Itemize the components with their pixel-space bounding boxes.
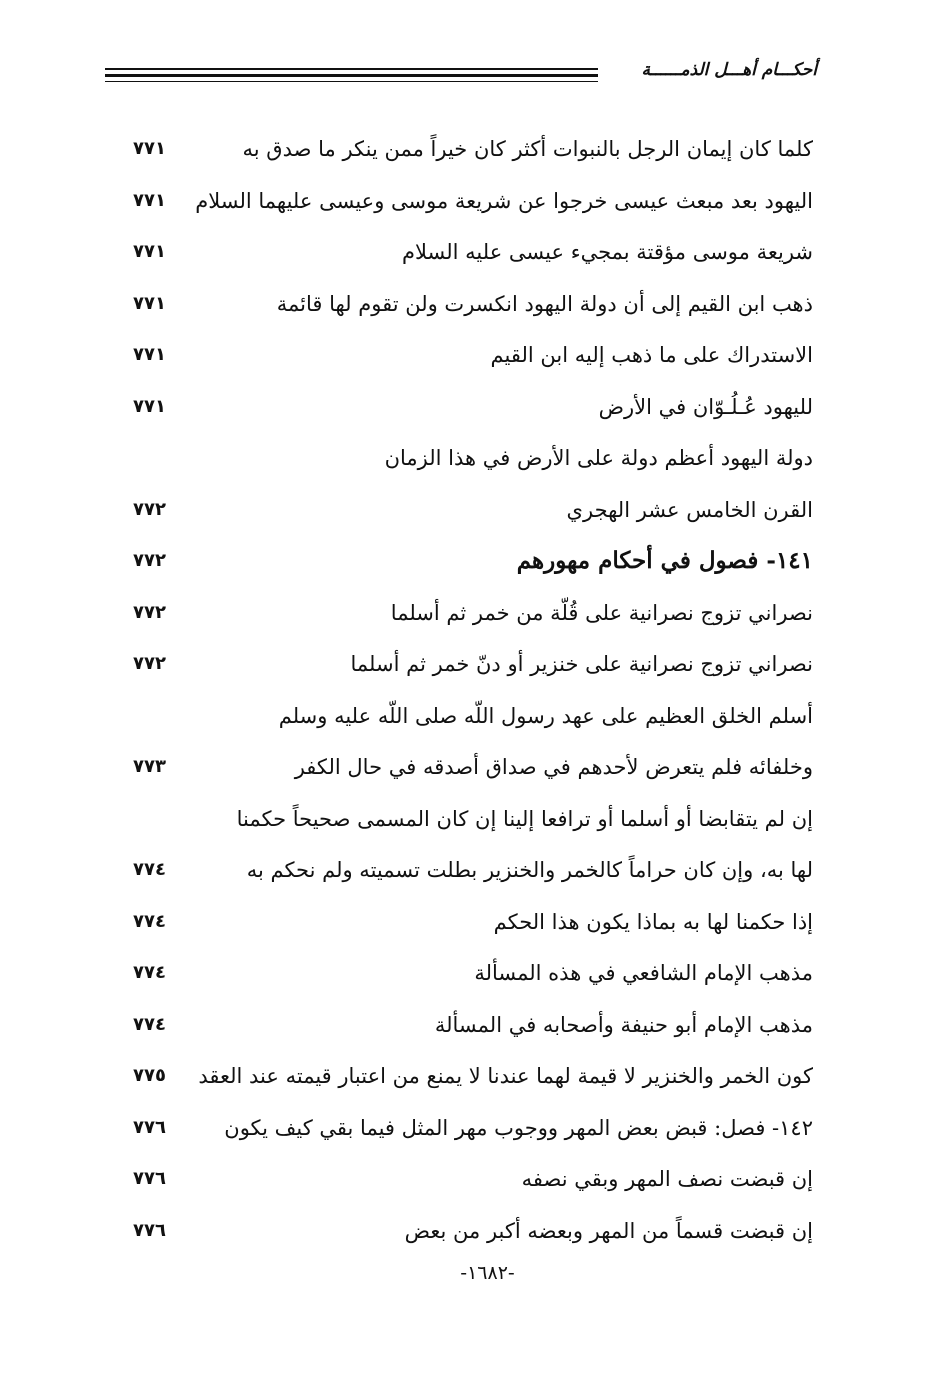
entry-page-number: ٧٧٦ [133,1116,166,1138]
index-entry [0,746,935,798]
entry-title: إن قبضت نصف المهر وبقي نصفه [521,1167,813,1191]
entry-page-number: ٧٧٢ [133,550,166,571]
entry-title: وخلفائه فلم يتعرض لأحدهم في صداق أصدقه في حال الكفر [294,755,813,779]
index-entries [0,128,935,1261]
entry-title: إذا حكمنا لها به بماذا يكون هذا الحكم [493,909,813,934]
entry-title: كلما كان إيمان الرجل بالنبوات أكثر كان خيراً ممن ينكر ما صدق به [242,137,813,161]
entry-title: نصراني تزوج نصرانية على خنزير أو دنّ خمر ثم أسلما [350,652,813,676]
entry-title: إن لم يتقابضا أو أسلما أو ترافعا إلينا إن كان المسمى صحيحاً حكمنا [236,806,813,831]
index-entry [0,180,935,232]
entry-title: مذهب الإمام الشافعي في هذه المسألة [474,961,813,985]
index-entry [0,386,935,438]
entry-page-number: ٧٧١ [133,138,166,159]
header-rule [105,81,598,82]
index-entry [0,798,935,850]
entry-page-number: ٧٧١ [133,344,166,365]
entry-title: اليهود بعد مبعث عيسى خرجوا عن شريعة موسى وعيسى عليهما السلام [195,188,813,213]
entry-title: نصراني تزوج نصرانية على قُلّة من خمر ثم أسلما [390,600,813,625]
entry-page-number: ٧٧٥ [133,1065,166,1086]
entry-title: شريعة موسى مؤقتة بمجيء عيسى عليه السلام [402,240,813,264]
entry-page-number: ٧٧٢ [133,601,166,623]
entry-title: إن قبضت قسماً من المهر وبعضه أكبر من بعض [404,1218,813,1243]
entry-page-number: ٧٧٤ [133,859,166,880]
entry-title: دولة اليهود أعظم دولة على الأرض في هذا الزمان [384,446,813,470]
entry-page-number: ٧٧١ [133,241,166,262]
index-entry [0,1055,935,1107]
entry-title: الاستدراك على ما ذهب إليه ابن القيم [490,343,813,367]
entry-title: ذهب ابن القيم إلى أن دولة اليهود انكسرت ولن تقوم لها قائمة [276,291,813,316]
entry-title: لليهود عُـلُـوّان في الأرض [598,394,813,419]
running-header [105,56,817,96]
index-entry [0,128,935,180]
index-entry [0,231,935,283]
entry-page-number: ٧٧٤ [133,910,166,932]
entry-page-number: ٧٧٤ [133,962,166,983]
entry-page-number: ٧٧١ [133,292,166,314]
entry-title: لها به، وإن كان حراماً كالخمر والخنزير بطلت تسميته ولم نحكم به [246,858,813,882]
book-title: أحكـــام أهـــل الذمــــــة [633,60,817,80]
entry-title: ١٤٢- فصل: قبض بعض المهر ووجوب مهر المثل فيما بقي كيف يكون [224,1115,813,1140]
index-entry [0,849,935,901]
entry-page-number: ٧٧٦ [133,1168,166,1189]
header-rule [105,68,598,70]
page-number: -١٦٨٢- [460,1262,515,1284]
entry-page-number: ٧٧٤ [133,1013,166,1035]
entry-title: القرن الخامس عشر الهجري [566,497,813,522]
index-entry [0,334,935,386]
entry-title: مذهب الإمام أبو حنيفة وأصحابه في المسألة [434,1012,813,1037]
entry-page-number: ٧٧٢ [133,498,166,520]
index-entry [0,592,935,644]
header-rule [105,74,598,77]
index-entry [0,695,935,747]
entry-page-number: ٧٧١ [133,189,166,211]
entry-page-number: ٧٧٢ [133,653,166,674]
index-entry [0,283,935,335]
entry-page-number: ٧٧١ [133,395,166,417]
entry-title: كون الخمر والخنزير لا قيمة لهما عندنا لا يمنع من اعتبار قيمته عند العقد [198,1064,813,1088]
entry-page-number: ٧٧٦ [133,1219,166,1241]
index-entry [0,643,935,695]
index-entry [0,952,935,1004]
index-entry [0,1107,935,1159]
entry-page-number: ٧٧٣ [133,756,166,777]
index-entry [0,437,935,489]
entry-title: أسلم الخلق العظيم على عهد رسول اللّه صلى اللّه عليه وسلم [278,703,813,728]
index-entry [0,489,935,541]
index-entry [0,901,935,953]
index-entry [0,1004,935,1056]
index-entry [0,1158,935,1210]
index-entry [0,1210,935,1262]
section-heading: ١٤١- فصول في أحكام مهورهم [516,547,813,574]
index-entry [0,540,935,592]
